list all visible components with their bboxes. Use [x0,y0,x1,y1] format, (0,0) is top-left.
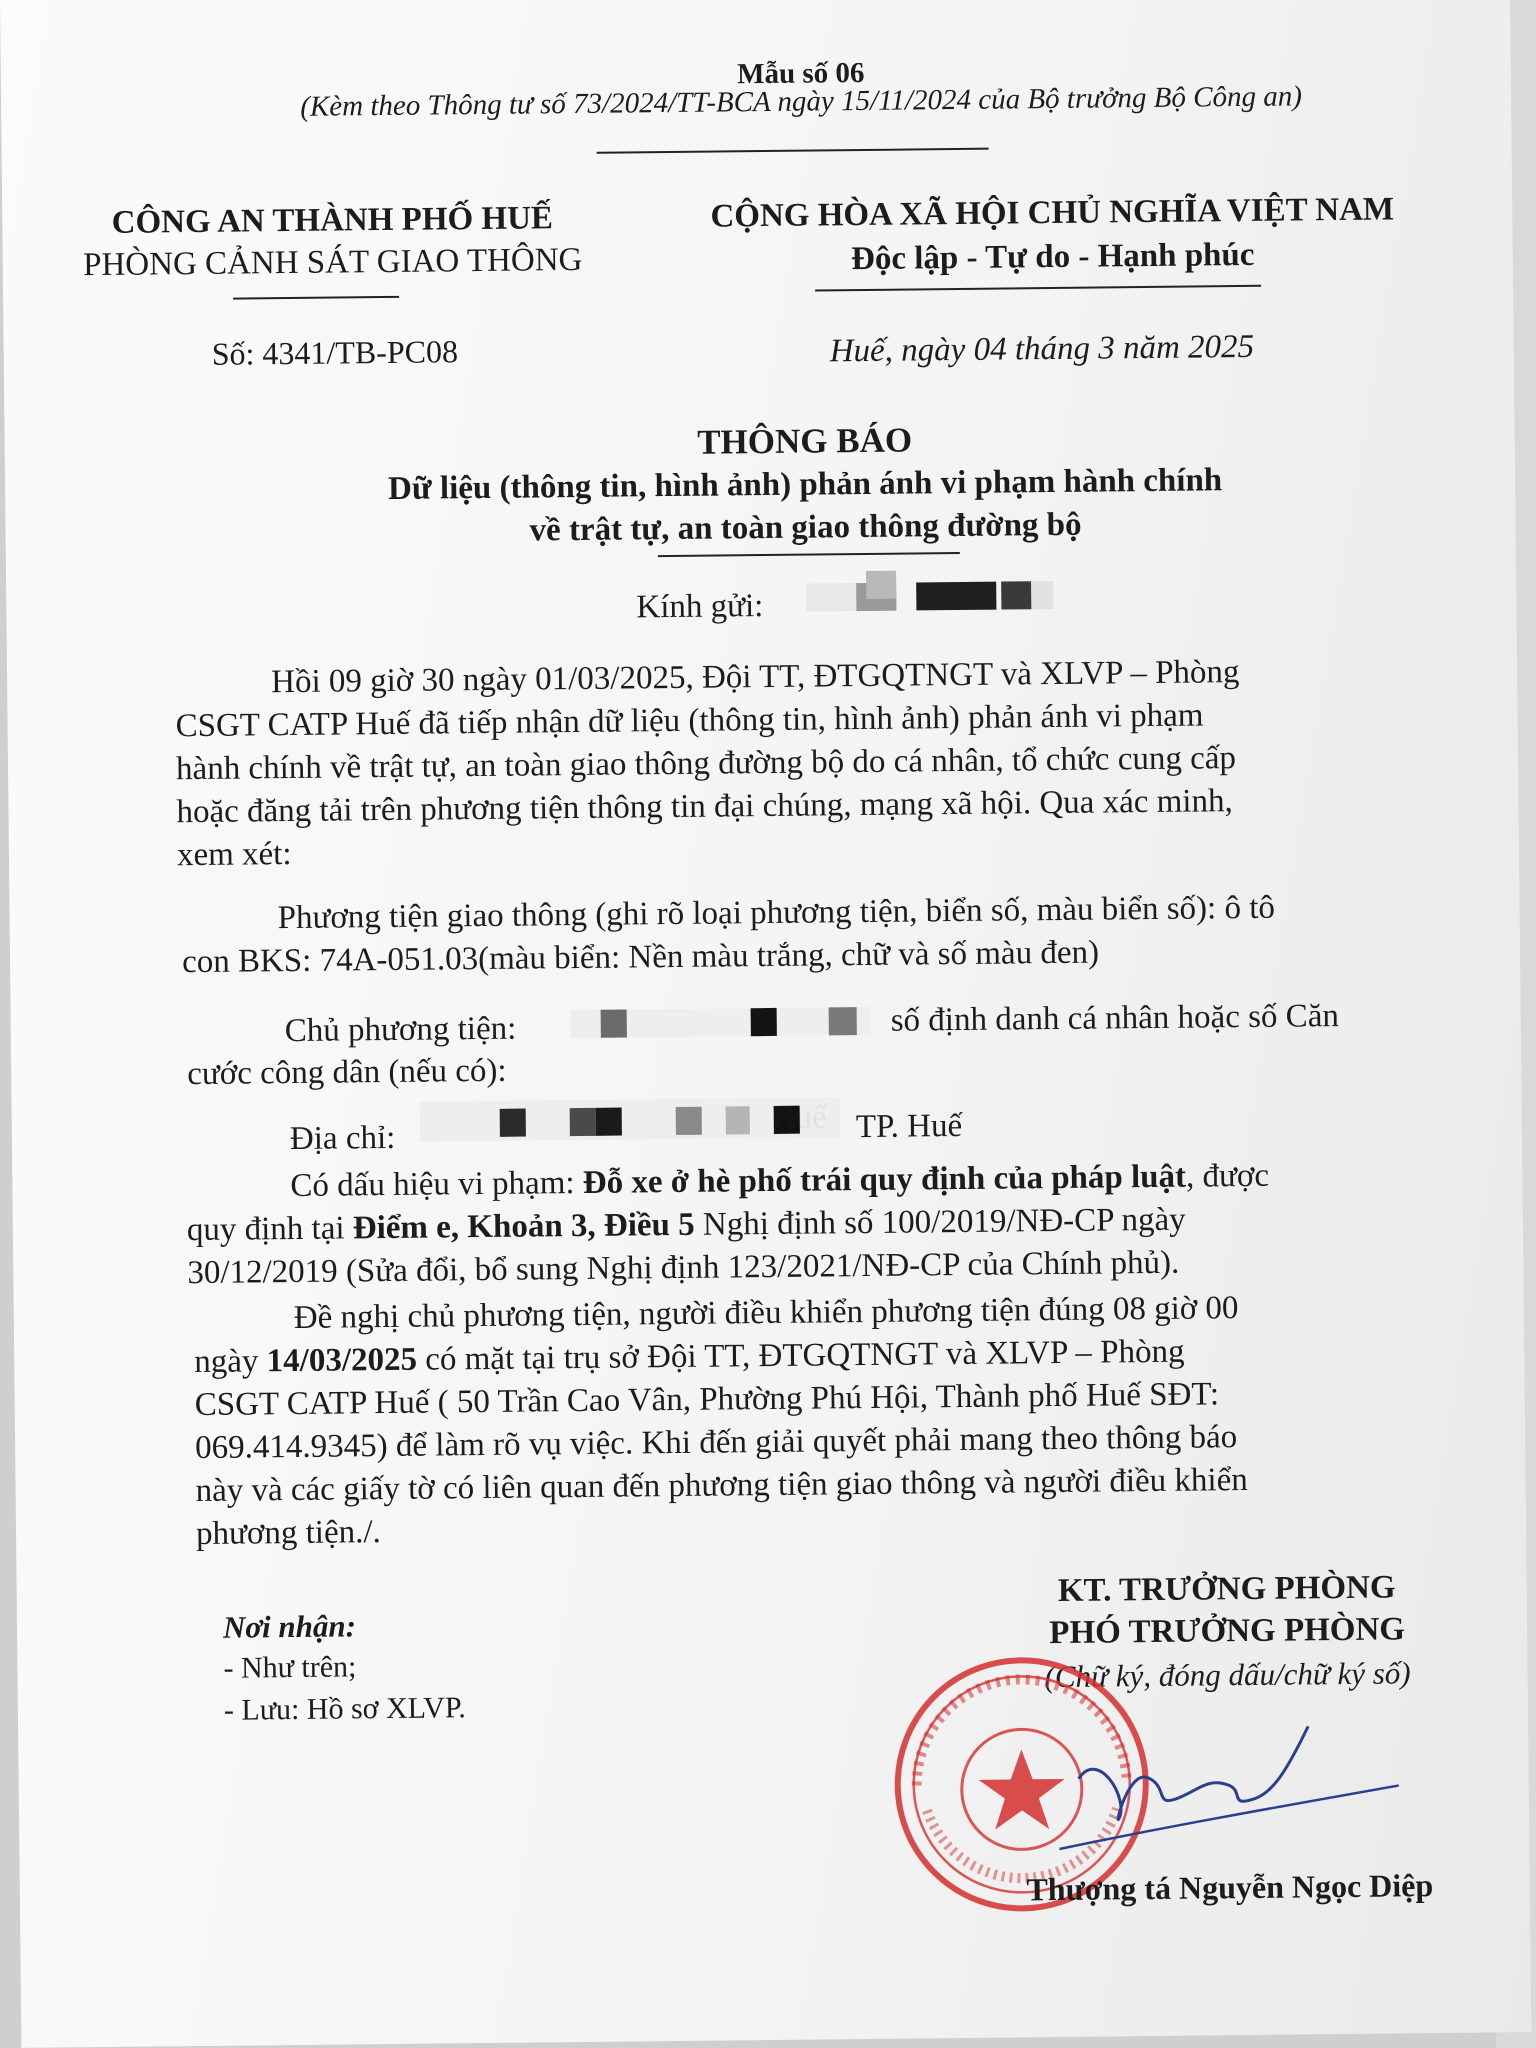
signature-title-1: KT. TRƯỞNG PHÒNG [1057,1569,1396,1610]
intake-line-3: hành chính về trật tự, an toàn giao thông đường bộ do cá nhân, tổ chức cung cấp [175,740,1237,788]
recipient-item-1: - Như trên; [223,1650,357,1685]
form-attached-note: (Kèm theo Thông tư số 73/2024/TT-BCA ngày 15/11/2024 của Bộ trưởng Bộ Công an) [300,80,1303,123]
bleed-through-text: Huế [771,1099,827,1136]
vehicle-line-1: Phương tiện giao thông (ghi rõ loại phương tiện, biển số, màu biển số): ô tô [277,889,1276,937]
request-line-6: phương tiện./. [195,1514,382,1553]
violation-intro: Có dấu hiệu vi phạm: [290,1164,583,1205]
agency-unit: PHÒNG CẢNH SÁT GIAO THÔNG [82,241,583,284]
request-line-3: CSGT CATP Huế ( 50 Trần Cao Vân, Phường Phú Hội, Thành phố Huế SĐT: [194,1376,1220,1424]
form-number: Mẫu số 06 [736,56,865,91]
handwritten-signature [1058,1705,1420,1859]
request-place: có mặt tại trụ sở Đội TT, ĐTGQTNGT và XLVP – Phòng [416,1333,1185,1378]
owner-label: Chủ phương tiện: [284,1010,517,1050]
motto-rule [815,285,1261,292]
recipient-label: Kính gửi: [636,588,764,626]
redacted-recipient [806,577,1076,616]
vehicle-line-2: con BKS: 74A-051.03(màu biển: Nền màu trắng, chữ và số màu đen) [181,934,1100,981]
paragraph-request [194,1285,1443,1556]
signer-name: Thượng tá Nguyễn Ngọc Diệp [1026,1867,1434,1908]
subtitle-rule [658,552,960,557]
notice-title: THÔNG BÁO [697,420,913,462]
request-date: 14/03/2025 [266,1341,418,1380]
owner-id-label: số định danh cá nhân hoặc số Căn [890,998,1340,1039]
rule-reference: Điểm e, Khoản 3, Điều 5 [352,1206,695,1247]
intake-line-4: hoặc đăng tải trên phương tiện thông tin đại chúng, mạng xã hội. Qua xác minh, [176,783,1233,831]
signature-note: (Chữ ký, đóng dấu/chữ ký số) [1044,1655,1411,1695]
address-city: TP. Huế [855,1107,963,1146]
place-date: Huế, ngày 04 tháng 3 năm 2025 [829,328,1255,370]
violation-cont: , được [1185,1157,1270,1195]
address-label: Địa chỉ: [289,1119,396,1158]
nation-motto: Độc lập - Tự do - Hạnh phúc [850,236,1255,278]
header-rule [597,148,989,154]
violation-description: Đỗ xe ở hè phố trái quy định của pháp luật [582,1158,1187,1201]
signature-graphic [1058,1705,1420,1859]
agency-rule [233,296,399,300]
request-line-4: 069.414.9345) để làm rõ vụ việc. Khi đến giải quyết phải mang theo thông báo [194,1419,1238,1467]
request-line-5: này và các giấy tờ có liên quan đến phương tiện giao thông và người điều khiển [195,1462,1248,1510]
recipients-label: Nơi nhận: [222,1608,357,1645]
notice-subtitle-1: Dữ liệu (thông tin, hình ảnh) phản ánh vi phạm hành chính [387,462,1223,507]
violation-line-3: 30/12/2019 (Sửa đổi, bổ sung Nghị định 123/2021/NĐ-CP của Chính phủ). [187,1244,1180,1292]
paragraph-intake [175,649,1429,877]
intake-line-1: Hồi 09 giờ 30 ngày 01/03/2025, Đội TT, ĐTGQTNGT và XLVP – Phòng [270,654,1240,701]
document-number: Số: 4341/TB-PC08 [211,333,459,372]
request-day: ngày [194,1343,267,1381]
owner-line-2: cước công dân (nếu có): [187,1052,507,1093]
nation-name: CỘNG HÒA XÃ HỘI CHỦ NGHĨA VIỆT NAM [710,191,1395,235]
paragraph-vehicle [181,885,1434,984]
rule-decree: Nghị định số 100/2019/NĐ-CP ngày [694,1201,1186,1243]
rule-intro: quy định tại [186,1210,353,1249]
signature-title-2: PHÓ TRƯỞNG PHÒNG [1049,1611,1406,1652]
redacted-owner [571,1003,881,1042]
notice-subtitle-2: về trật tự, an toàn giao thông đường bộ [529,506,1082,549]
intake-line-5: xem xét: [176,835,292,874]
request-line-1: Đề nghị chủ phương tiện, người điều khiển phương tiện đúng 08 giờ 00 [293,1290,1239,1336]
recipient-item-2: - Lưu: Hồ sơ XLVP. [223,1691,466,1727]
paragraph-violation [186,1153,1439,1295]
intake-line-2: CSGT CATP Huế đã tiếp nhận dữ liệu (thông tin, hình ảnh) phản ánh vi phạm [175,697,1204,745]
agency-parent: CÔNG AN THÀNH PHỐ HUẾ [111,200,554,241]
